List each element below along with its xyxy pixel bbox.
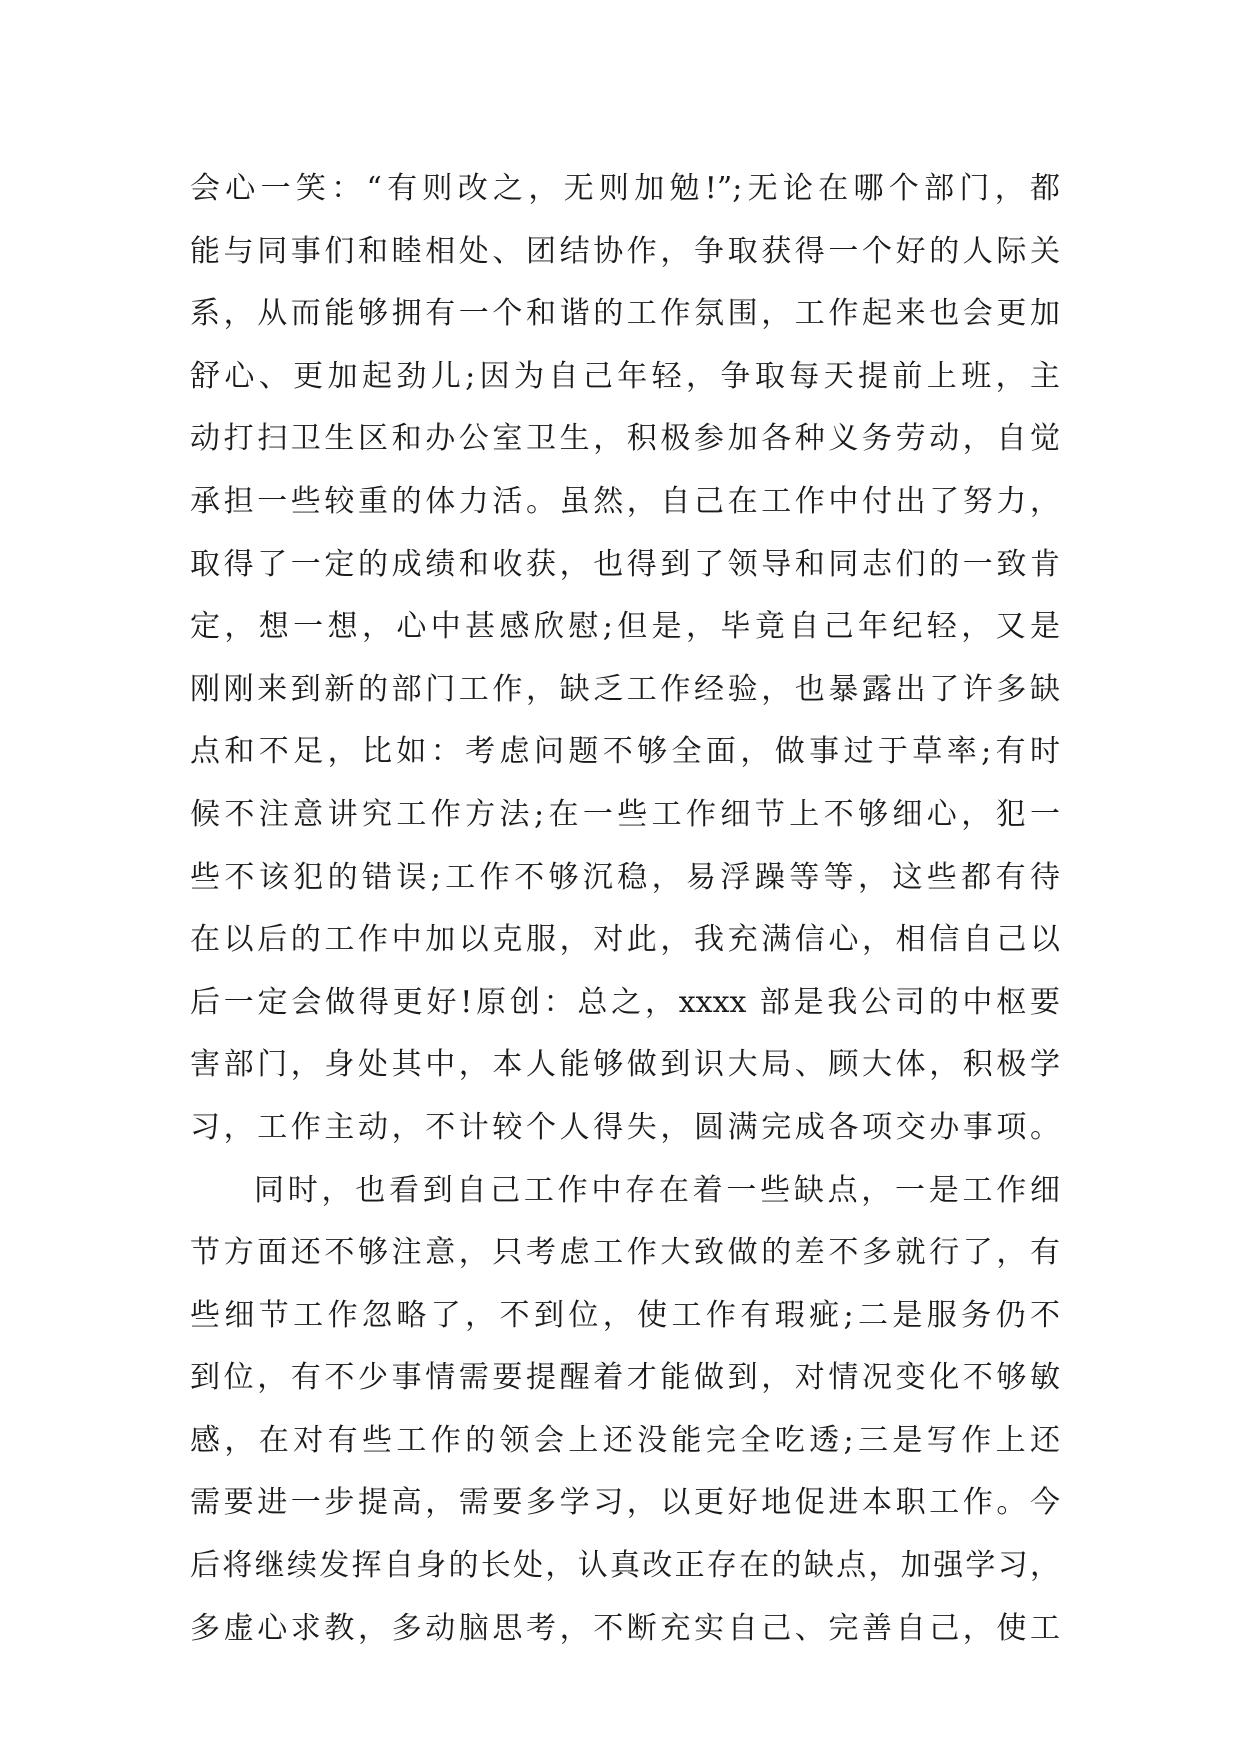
body-text-line: 候不注意讲究工作方法;在一些工作细节上不够细心，犯一 <box>190 796 1060 832</box>
body-text-line: 能与同事们和睦相处、团结协作，争取获得一个好的人际关 <box>190 233 1060 269</box>
body-text-line: 多虚心求教，多动脑思考，不断充实自己、完善自己，使工 <box>190 1610 1060 1646</box>
body-text-line: 些不该犯的错误;工作不够沉稳，易浮躁等等，这些都有待 <box>190 859 1060 895</box>
body-text-line: 动打扫卫生区和办公室卫生，积极参加各种义务劳动，自觉 <box>190 421 1060 457</box>
body-text-line: 会心一笑：“有则改之，无则加勉!”;无论在哪个部门，都 <box>190 171 1060 206</box>
document-body <box>190 158 1060 1660</box>
body-text-line: 系，从而能够拥有一个和谐的工作氛围，工作起来也会更加 <box>190 296 1060 332</box>
body-text-line: 害部门，身处其中，本人能够做到识大局、顾大体，积极学 <box>190 1047 1060 1083</box>
body-text-line: 后一定会做得更好!原创：总之，xxxx 部是我公司的中枢要 <box>190 984 1060 1020</box>
body-text-line: 点和不足，比如：考虑问题不够全面，做事过于草率;有时 <box>190 734 1060 770</box>
body-text-line: 后将继续发挥自身的长处，认真改正存在的缺点，加强学习， <box>190 1548 1060 1584</box>
body-text-line: 节方面还不够注意，只考虑工作大致做的差不多就行了，有 <box>190 1235 1060 1271</box>
paragraph-first-line: 同时，也看到自己工作中存在着一些缺点，一是工作细 <box>254 1172 1060 1208</box>
body-text-line: 取得了一定的成绩和收获，也得到了领导和同志们的一致肯 <box>190 546 1060 582</box>
body-text-line: 刚刚来到新的部门工作，缺乏工作经验，也暴露出了许多缺 <box>190 671 1060 707</box>
body-text-line: 习，工作主动，不计较个人得失，圆满完成各项交办事项。 <box>190 1109 1060 1145</box>
body-text-line: 感，在对有些工作的领会上还没能完全吃透;三是写作上还 <box>190 1422 1060 1458</box>
body-text-line: 承担一些较重的体力活。虽然，自己在工作中付出了努力， <box>190 483 1060 519</box>
body-text-line: 些细节工作忽略了，不到位，使工作有瑕疵;二是服务仍不 <box>190 1297 1060 1333</box>
body-text-line: 需要进一步提高，需要多学习，以更好地促进本职工作。今 <box>190 1485 1060 1521</box>
body-text-line: 在以后的工作中加以克服，对此，我充满信心，相信自己以 <box>190 922 1060 958</box>
body-text-line: 定，想一想，心中甚感欣慰;但是，毕竟自己年纪轻，又是 <box>190 609 1060 645</box>
body-text-line: 到位，有不少事情需要提醒着才能做到，对情况变化不够敏 <box>190 1360 1060 1396</box>
body-text-line: 舒心、更加起劲儿;因为自己年轻，争取每天提前上班，主 <box>190 358 1060 394</box>
